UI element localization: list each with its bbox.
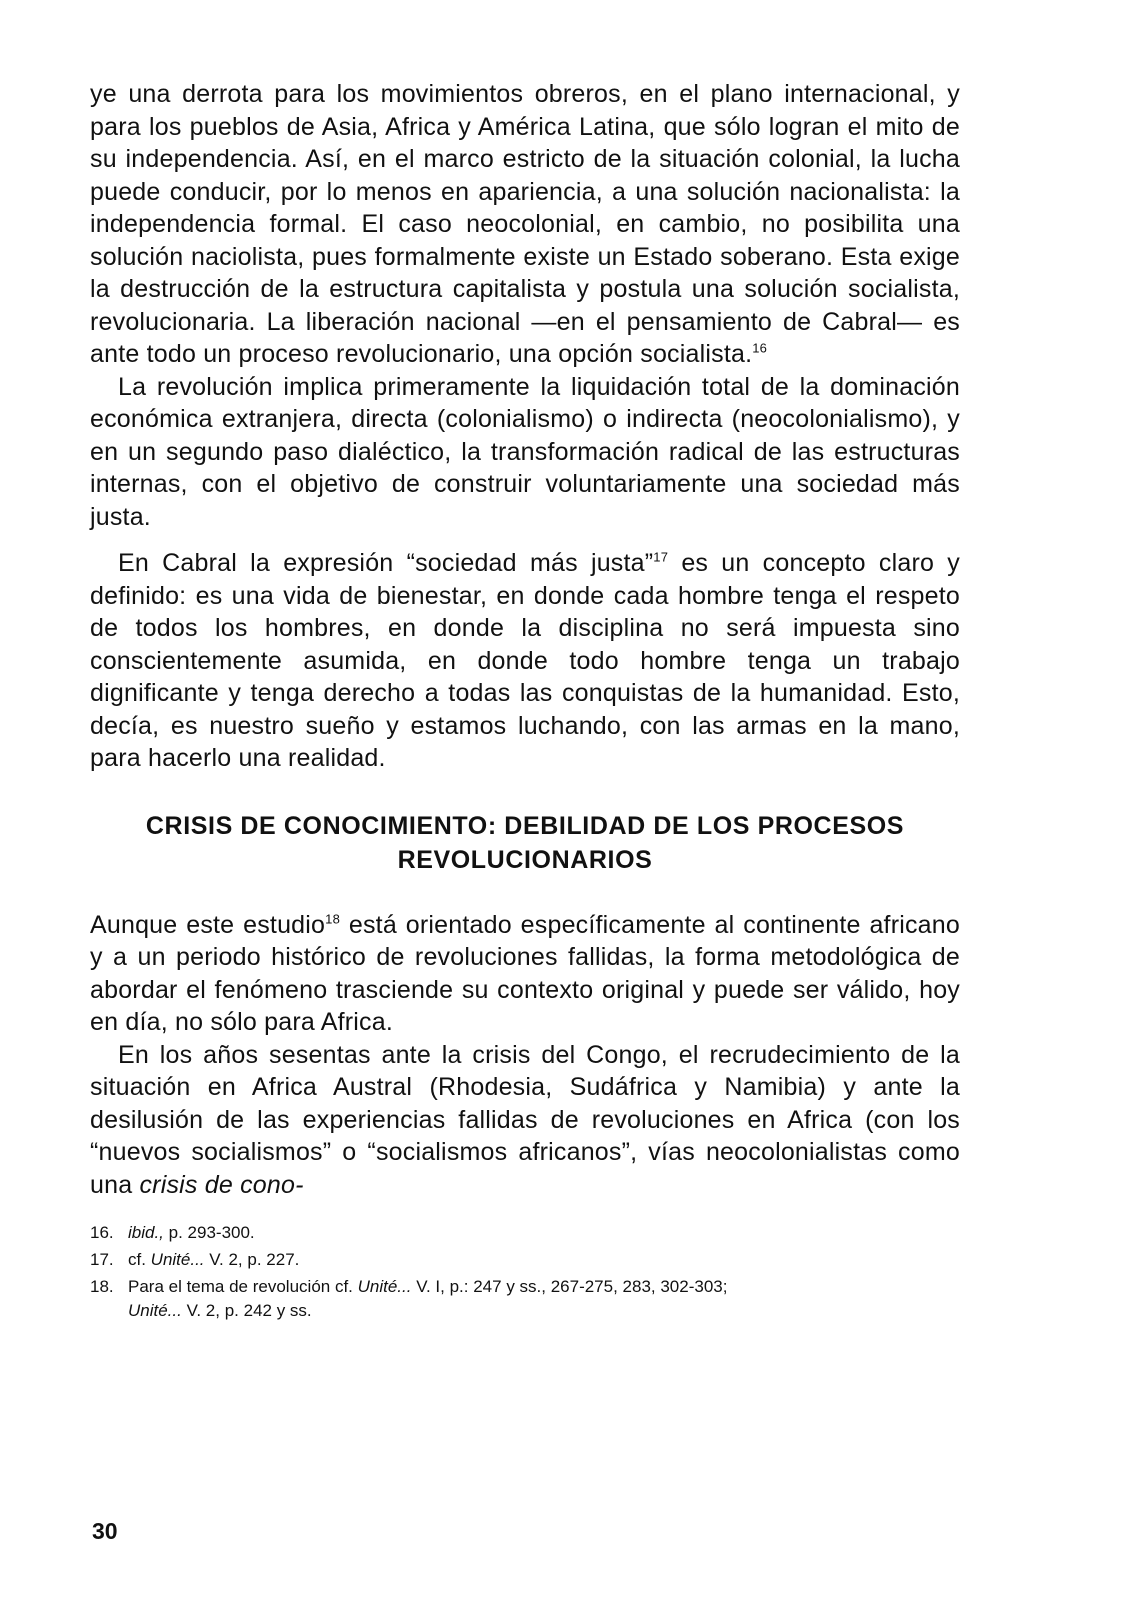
footnote-text <box>128 1248 960 1272</box>
paragraph-4 <box>90 909 960 1039</box>
footnote-17 <box>90 1248 960 1272</box>
footnote-italic: ibid., <box>128 1223 164 1242</box>
page-number: 30 <box>92 1518 118 1544</box>
section-heading-line-1: CRISIS DE CONOCIMIENTO: DEBILIDAD DE LOS PROCESOS <box>145 811 905 840</box>
footnote-italic: Unité... <box>150 1250 205 1269</box>
footnote-prefix: cf. <box>128 1250 151 1269</box>
footnote-text <box>128 1275 960 1323</box>
footnote-continuation <box>128 1299 960 1323</box>
footnote-italic: Unité... <box>357 1277 412 1296</box>
footnotes <box>90 1221 960 1323</box>
footnote-number: 18. <box>90 1277 114 1296</box>
paragraph-5-text: En los años sesentas ante la crisis del Congo, el recrudecimiento de la situación en Africa Austral (Rhodesia, Sudáfrica y Namibia) y ante la desilusión de las experiencias fallidas de revoluciones en Africa (con los “nuevos socialismos” o “socialismos africanos”, vías neocolonialistas como una <box>90 1040 960 1199</box>
section-heading <box>90 809 960 877</box>
footnote-18 <box>90 1275 960 1323</box>
paragraph-4-text-a: Aunque este estudio <box>90 910 326 939</box>
footnote-plain: V. I, p.: 247 y ss., 267-275, 283, 302-303; <box>411 1277 728 1296</box>
paragraph-2: La revolución implica primeramente la liquidación total de la dominación económica extranjera, directa (colonialismo) o indirecta (neocolonialismo), y en un segundo paso dialéctico, la transformación radical de las estructuras internas, con el objetivo de construir voluntariamente una sociedad más justa. <box>90 372 960 531</box>
paragraph-5-italic: crisis de cono- <box>139 1170 304 1199</box>
footnote-ref-16[interactable]: 16 <box>752 340 768 356</box>
footnote-number: 17. <box>90 1250 114 1269</box>
section-heading-line-2: REVOLUCIONARIOS <box>397 845 653 874</box>
footnote-text <box>128 1221 960 1245</box>
footnote-ref-18[interactable]: 18 <box>325 911 341 927</box>
footnote-plain: p. 293-300. <box>163 1223 255 1242</box>
page-body <box>90 78 960 1326</box>
paragraph-3-text-a: En Cabral la expresión “sociedad más justa” <box>118 549 654 577</box>
footnote-italic: Unité... <box>128 1301 182 1320</box>
footnote-plain: V. 2, p. 227. <box>204 1250 300 1269</box>
paragraph-4-text-b: está orientado específicamente al continente africano y a un periodo histórico de revoluciones fallidas, la forma metodológica de abordar el fenómeno trasciende su contexto original y puede ser válido, hoy en día, no sólo para Africa. <box>90 910 960 1036</box>
footnote-16 <box>90 1221 960 1245</box>
paragraph-1 <box>90 78 960 371</box>
paragraph-3-text-b: es un concepto claro y definido: es una vida de bienestar, en donde cada hombre tenga el respeto de todos los hombres, en donde la disciplina no será impuesta sino conscientemente asumida, en donde todo hombre tenga un trabajo dignificante y tenga derecho a todas las conquistas de la humanidad. Esto, decía, es nuestro sueño y estamos luchando, con las armas en la mano, para hacerlo una realidad. <box>90 549 960 772</box>
paragraph-1-text: ye una derrota para los movimientos obreros, en el plano internacional, y para los pueblos de Asia, Africa y América Latina, que sólo logran el mito de su independencia. Así, en el marco estricto de la situación colonial, la lucha puede conducir, por lo menos en apariencia, a una solución nacionalista: la independencia formal. El caso neocolonial, en cambio, no posibilita una solución naciolista, pues formalmente existe un Estado soberano. Esta exige la destrucción de la estructura capitalista y postula una solución socialista, revolucionaria. La liberación nacional —en el pensamiento de Cabral— es ante todo un proceso revolucionario, una opción socialista. <box>90 80 960 368</box>
footnote-ref-17[interactable]: 17 <box>653 549 669 565</box>
footnote-number: 16. <box>90 1223 114 1242</box>
paragraph-5 <box>90 1039 960 1202</box>
footnote-plain: V. 2, p. 242 y ss. <box>181 1301 312 1320</box>
paragraph-3 <box>90 547 960 775</box>
footnote-prefix: Para el tema de revolución cf. <box>128 1277 358 1296</box>
